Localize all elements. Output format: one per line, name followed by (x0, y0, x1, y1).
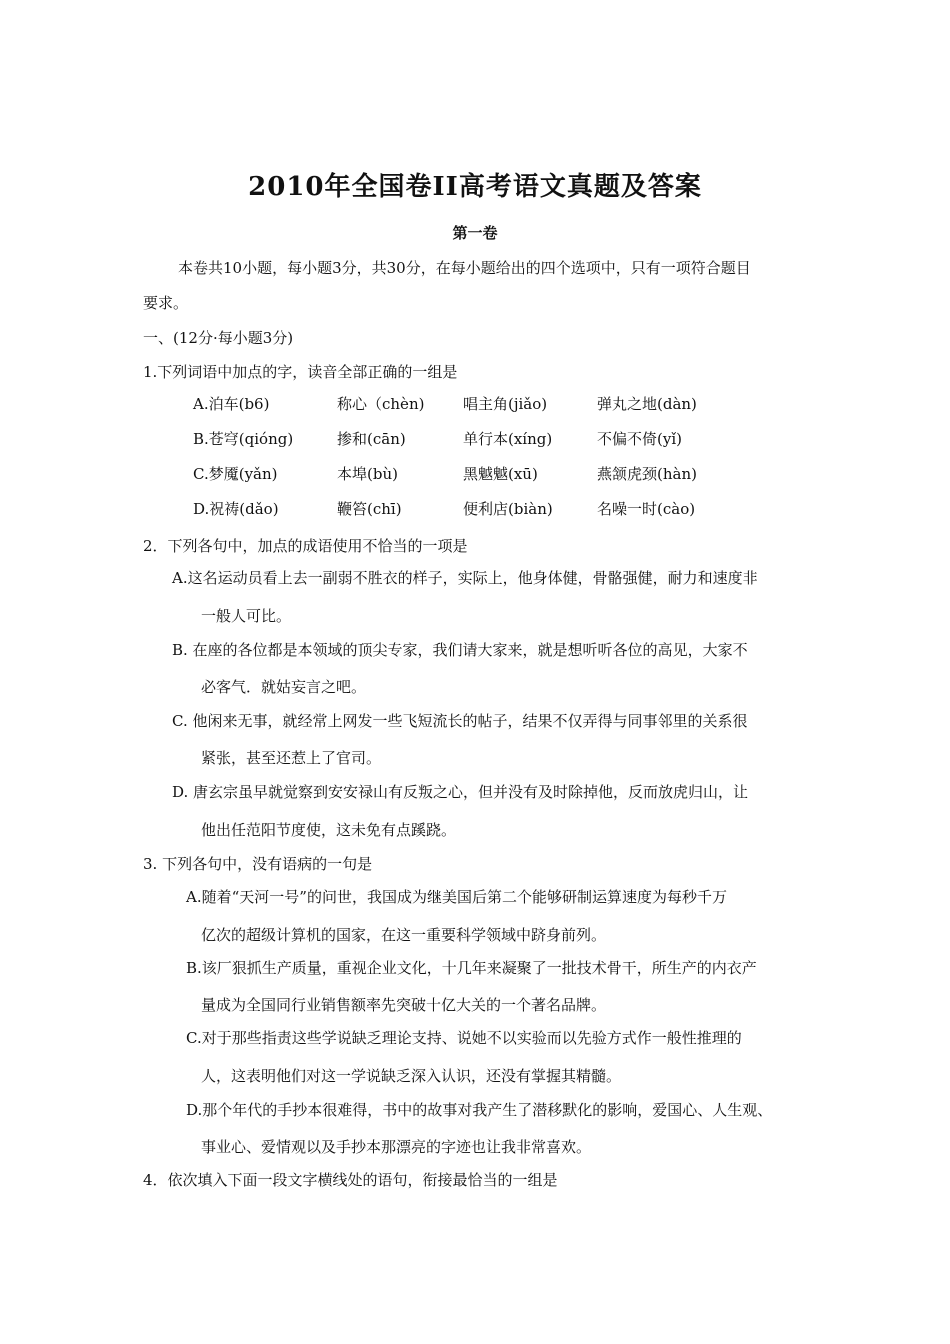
q1-option-c-2: 本埠(bù) (337, 465, 398, 483)
question-2-stem: 2．下列各句中，加点的成语使用不恰当的一项是 (143, 537, 468, 555)
q1-option-a-2: 称心（chèn) (337, 395, 425, 413)
q3-option-d-line-2: 事业心、爱情观以及手抄本那漂亮的字迹也让我非常喜欢。 (201, 1138, 592, 1156)
q3-option-c-line-1: C.对于那些指责这些学说缺乏理论支持、说她不以实验而以先验方式作一般性推理的 (186, 1029, 742, 1047)
q1-option-a-1: A.泊车(b6) (193, 395, 270, 413)
q1-option-b-3: 单行本(xíng) (463, 430, 553, 448)
q2-option-c-line-1: C. 他闲来无事，就经常上网发一些飞短流长的帖子，结果不仅弄得与同事邻里的关系很 (172, 712, 748, 730)
q1-option-a-4: 弹丸之地(dàn) (597, 395, 697, 413)
intro-line-2: 要求。 (143, 294, 189, 312)
q3-option-c-line-2: 人，这表明他们对这一学说缺乏深入认识，还没有掌握其精髓。 (201, 1067, 622, 1085)
q3-option-b-line-2: 量成为全国同行业销售额率先突破十亿大关的一个著名品牌。 (201, 996, 607, 1014)
q1-option-d-2: 鞭笞(chī) (337, 500, 402, 518)
intro-line-1: 本卷共10小题，每小题3分，共30分，在每小题给出的四个选项中，只有一项符合题目 (178, 259, 751, 277)
q2-option-b-line-1: B. 在座的各位都是本领域的顶尖专家，我们请大家来，就是想听听各位的高见，大家不 (172, 641, 748, 659)
question-4-stem: 4．依次填入下面一段文字横线处的语句，衔接最恰当的一组是 (143, 1171, 558, 1189)
page-title: 2010年全国卷ⅠⅠ高考语文真题及答案 (248, 172, 702, 202)
q2-option-d-line-1: D. 唐玄宗虽早就觉察到安安禄山有反叛之心，但并没有及时除掉他，反而放虎归山，让 (172, 783, 749, 801)
section-title: 第一卷 (452, 224, 498, 242)
q1-option-d-1: D.祝祷(dǎo) (193, 500, 279, 518)
q1-option-d-4: 名噪一时(cào) (597, 500, 696, 518)
q1-option-a-3: 唱主角(jiǎo) (463, 395, 548, 413)
q2-option-c-line-2: 紧张，甚至还惹上了官司。 (201, 749, 382, 767)
q1-option-c-3: 黑魆魆(xū) (463, 465, 538, 483)
q2-option-a-line-1: A.这名运动员看上去一副弱不胜衣的样子，实际上，他身体健，骨骼强健，耐力和速度非 (172, 569, 758, 587)
q1-option-b-1: B.苍穹(qióng) (193, 430, 294, 448)
q2-option-d-line-2: 他出任范阳节度使，这未免有点蹊跷。 (201, 821, 457, 839)
question-3-stem: 3. 下列各句中，没有语病的一句是 (143, 855, 373, 873)
q3-option-b-line-1: B.该厂狠抓生产质量，重视企业文化，十几年来凝聚了一批技术骨干，所生产的内衣产 (186, 959, 757, 977)
q1-option-c-1: C.梦魇(yǎn) (193, 465, 278, 483)
q1-option-b-2: 掺和(cān) (337, 430, 406, 448)
q2-option-b-line-2: 必客气．就姑妄言之吧。 (201, 678, 367, 696)
q2-option-a-line-2: 一般人可比。 (201, 607, 292, 625)
q1-option-b-4: 不偏不倚(yǐ) (597, 430, 682, 448)
question-1-stem: 1.下列词语中加点的字，读音全部正确的一组是 (143, 363, 458, 381)
q3-option-a-line-2: 亿次的超级计算机的国家，在这一重要科学领域中跻身前列。 (201, 926, 607, 944)
part-heading: 一、(12分·每小题3分) (143, 329, 294, 347)
q1-option-c-4: 燕颔虎颈(hàn) (597, 465, 697, 483)
q1-option-d-3: 便利店(biàn) (463, 500, 553, 518)
q3-option-a-line-1: A.随着“天河一号”的问世，我国成为继美国后第二个能够研制运算速度为每秒千万 (186, 888, 727, 906)
q3-option-d-line-1: D.那个年代的手抄本很难得，书中的故事对我产生了潜移默化的影响，爱国心、人生观、 (186, 1101, 773, 1119)
